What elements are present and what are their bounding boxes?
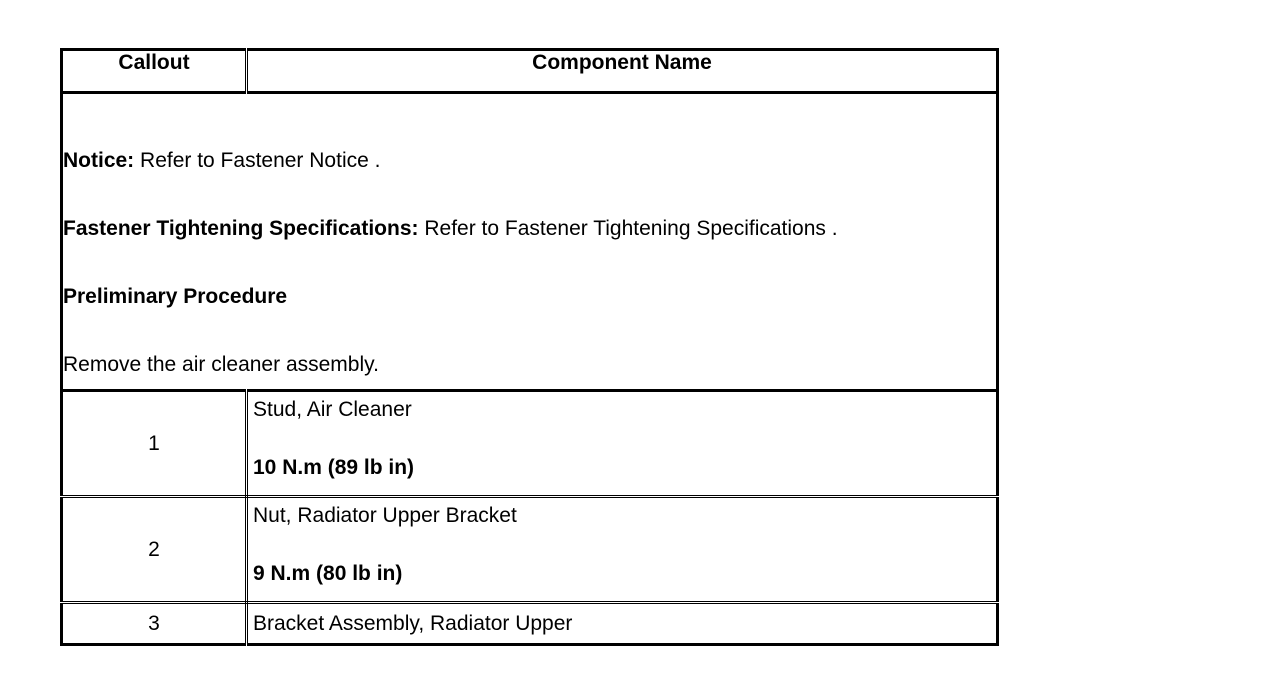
callout-cell: 3 — [62, 603, 247, 645]
component-name: Bracket Assembly, Radiator Upper — [253, 611, 573, 635]
notice-line — [63, 149, 996, 173]
callout-cell: 1 — [62, 391, 247, 497]
torque-spec: 10 N.m (89 lb in) — [253, 456, 415, 479]
table-row — [62, 391, 998, 497]
notice-text: Refer to Fastener Notice . — [134, 149, 381, 172]
component-cell — [247, 497, 998, 603]
callout-cell: 2 — [62, 497, 247, 603]
fastener-spec-label: Fastener Tightening Specifications: — [63, 217, 419, 240]
notes-row — [62, 93, 998, 391]
fastener-spec-text: Refer to Fastener Tightening Specifications . — [418, 217, 838, 240]
notes-cell — [62, 93, 998, 391]
preliminary-heading: Preliminary Procedure — [63, 285, 288, 308]
notice-label: Notice: — [63, 149, 135, 172]
torque-spec: 9 N.m (80 lb in) — [253, 562, 403, 585]
component-cell — [247, 603, 998, 645]
table-row — [62, 497, 998, 603]
component-cell — [247, 391, 998, 497]
component-table — [60, 48, 999, 646]
header-callout: Callout — [62, 50, 247, 93]
fastener-spec-line — [63, 217, 996, 241]
table-header-row — [62, 50, 998, 93]
header-component-name: Component Name — [247, 50, 998, 93]
table-row — [62, 603, 998, 645]
preliminary-step: Remove the air cleaner assembly. — [63, 353, 379, 376]
component-name: Nut, Radiator Upper Bracket — [253, 504, 517, 527]
component-name: Stud, Air Cleaner — [253, 398, 412, 421]
